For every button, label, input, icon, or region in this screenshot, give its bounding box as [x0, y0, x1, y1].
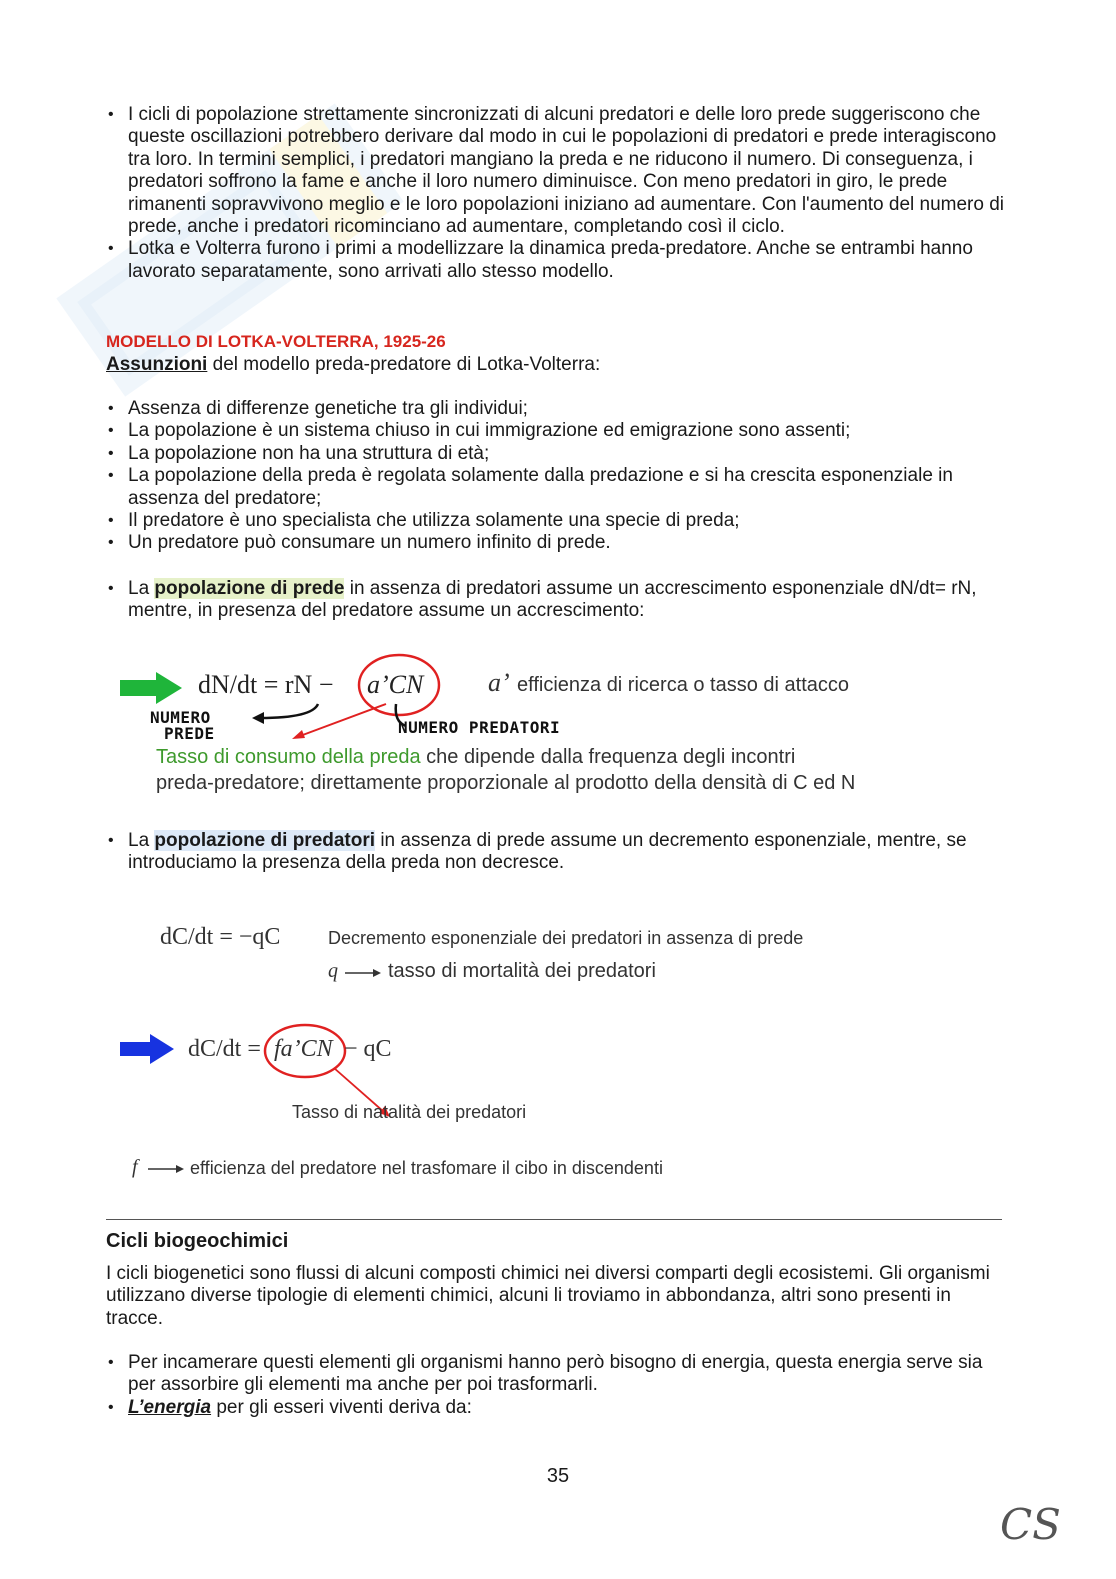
prey-equation: dN/dt = rN − [198, 670, 334, 699]
predator-section [106, 830, 1006, 875]
prey-highlight: popolazione di prede [154, 578, 345, 599]
signature-logo: CS [1000, 1500, 1061, 1549]
figure-predator-decrement [150, 920, 910, 990]
lotka-heading: MODELLO DI LOTKA-VOLTERRA, 1925-26 [106, 332, 446, 351]
handwritten-prede: PREDE [164, 724, 215, 743]
predator-bullet: • La popolazione di predatori in assenza di prede assume un decremento esponenziale, mentre, se introduciamo la presenza della preda non decresce. [106, 830, 1006, 875]
intro-section [106, 104, 1006, 283]
predator-equation-term: fa’CN [274, 1036, 333, 1062]
page-number: 35 [546, 1465, 570, 1487]
a-description: efficienza di ricerca o tasso di attacco [517, 674, 850, 696]
assumption-item: • Assenza di differenze genetiche tra gli individui; [106, 398, 1006, 420]
consumo-line-2: preda-predatore; direttamente proporzionale al prodotto della densità di C ed N [156, 772, 856, 794]
figure-predator-equation [118, 1022, 898, 1182]
black-hook-mark [392, 702, 410, 730]
assumption-item: • Un predatore può consumare un numero infinito di prede. [106, 532, 1006, 554]
q-symbol: q [328, 960, 338, 982]
handwritten-numero: NUMERO [150, 708, 211, 727]
green-arrow-icon [120, 670, 184, 706]
assumption-item: • La popolazione è un sistema chiuso in cui immigrazione ed emigrazione sono assenti; [106, 420, 1006, 442]
predator-equation-left: dC/dt = [188, 1036, 261, 1062]
assumption-item: • Il predatore è uno specialista che utilizza solamente una specie di preda; [106, 510, 1006, 532]
prey-section [106, 578, 1006, 623]
blue-arrow-icon [120, 1034, 176, 1064]
assumptions-line [106, 354, 600, 376]
f-symbol: f [132, 1156, 138, 1178]
assumption-item: • La popolazione della preda è regolata solamente dalla predazione e si ha crescita esponenziale in assenza del predatore; [106, 465, 1006, 510]
intro-bullet-1: • I cicli di popolazione strettamente sincronizzati di alcuni predatori e delle loro prede suggeriscono che queste oscillazioni potrebbero derivare dal modo in cui le popolazioni di predatori e prede interagiscono tra loro. In termini semplici, i predatori mangiano la preda e ne riducono il numero. Di conseguenza, i predatori soffrono la fame e anche il loro numero diminuisce. Con meno predatori in giro, le prede rimanenti sopravvivono meglio e le loro popolazioni iniziano ad aumentare. Con l'aumento del numero di prede, anche i predatori ricominciano ad aumentare, completando così il ciclo. [106, 104, 1006, 238]
predator-equation-right: − qC [344, 1036, 392, 1062]
prey-bullet: • La popolazione di prede in assenza di predatori assume un accrescimento esponenziale dN/dt= rN, mentre, in presenza del predatore assume un accrescimento: [106, 578, 1006, 623]
energia-label: L’energia [128, 1396, 212, 1418]
small-arrow-icon [345, 966, 381, 980]
cicli-bullet-2: • L’energia per gli esseri viventi deriva da: [106, 1397, 1006, 1419]
a-symbol: a’ [488, 668, 510, 697]
decrement-equation: dC/dt = −qC [160, 924, 281, 950]
figure-prey-equation [120, 650, 1020, 810]
handwritten-predatori: NUMERO PREDATORI [398, 718, 561, 737]
red-arrow-icon [290, 702, 390, 742]
predator-highlight: popolazione di predatori [154, 830, 376, 851]
intro-bullet-2: • Lotka e Volterra furono i primi a modellizzare la dinamica preda-predatore. Anche se entrambi hanno lavorato separatamente, sono arrivati allo stesso modello. [106, 238, 1006, 283]
small-arrow-icon [148, 1162, 184, 1176]
assumptions-label: Assunzioni [106, 354, 208, 375]
cicli-paragraph: I cicli biogenetici sono flussi di alcuni composti chimici nei diversi comparti degli ecosistemi. Gli organismi utilizzano diverse tipologie di elementi chimici, alcuni li troviamo in abbondanza, altri sono presenti in tracce. [106, 1263, 990, 1329]
consumo-line-1: Tasso di consumo della preda che dipende dalla frequenza degli incontri [156, 746, 796, 768]
cicli-bullets [106, 1352, 1006, 1419]
cicli-title: Cicli biogeochimici [106, 1230, 289, 1252]
assumptions-list [106, 398, 1006, 555]
natalita-label: Tasso di natalità dei predatori [292, 1102, 527, 1122]
cicli-bullet-1: • Per incamerare questi elementi gli organismi hanno però bisogno di energia, questa energia serve sia per assorbire gli elementi ma anche per poi trasformarli. [106, 1352, 1006, 1397]
section-divider [106, 1219, 1002, 1220]
decrement-description: Decremento esponenziale dei predatori in assenza di prede [328, 928, 804, 948]
f-description: efficienza del predatore nel trasfomare il cibo in discendenti [190, 1158, 663, 1178]
assumption-item: • La popolazione non ha una struttura di età; [106, 443, 1006, 465]
prey-equation-term: a’CN [367, 670, 424, 699]
q-description: tasso di mortalità dei predatori [388, 960, 656, 982]
assumptions-rest: del modello preda-predatore di Lotka-Volterra: [207, 354, 601, 375]
